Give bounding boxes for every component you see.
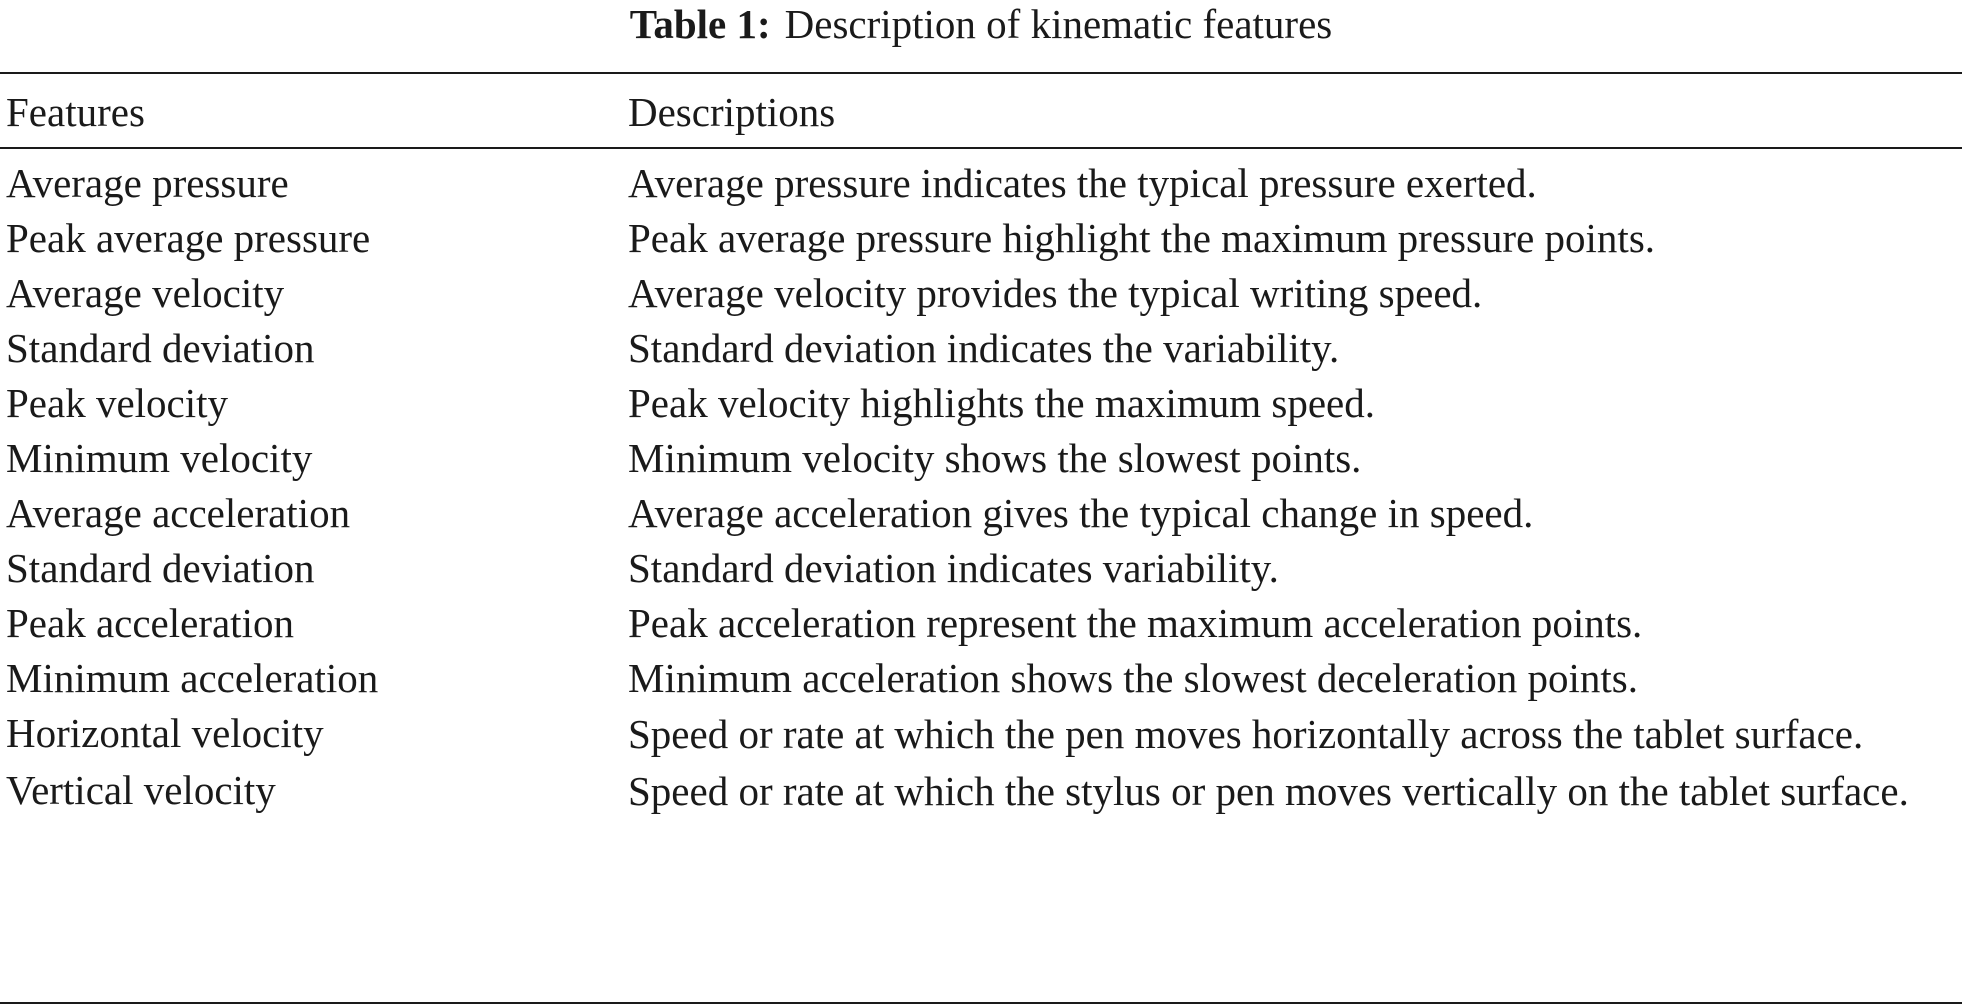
bottom-rule [0, 1002, 1962, 1004]
header-descriptions: Descriptions [628, 89, 836, 135]
description-text: Speed or rate at which the stylus or pen moves vertically on the tablet surface. [628, 768, 1909, 814]
description-cell [622, 706, 1962, 763]
caption-text: Description of kinematic features [784, 1, 1333, 47]
description-cell: Minimum acceleration shows the slowest deceleration points. [628, 655, 1638, 701]
caption-label: Table 1: [629, 1, 771, 47]
table-row [0, 321, 1962, 376]
table-row [0, 596, 1962, 651]
table-row [0, 651, 1962, 706]
feature-cell: Peak velocity [6, 380, 229, 426]
description-cell: Average pressure indicates the typical pressure exerted. [628, 160, 1537, 206]
description-cell: Average velocity provides the typical writing speed. [628, 270, 1483, 316]
table-row [0, 486, 1962, 541]
header-features: Features [6, 89, 145, 135]
table-row [0, 266, 1962, 321]
description-text: Speed or rate at which the pen moves horizontally across the tablet surface. [628, 711, 1864, 757]
feature-cell: Standard deviation [6, 325, 315, 371]
description-cell: Standard deviation indicates variability. [628, 545, 1279, 591]
table-row [0, 431, 1962, 486]
feature-cell: Standard deviation [6, 545, 315, 591]
table-row [0, 376, 1962, 431]
description-cell: Peak velocity highlights the maximum speed. [628, 380, 1375, 426]
table-caption [0, 0, 1962, 48]
table-row [0, 146, 1962, 211]
table-row [0, 541, 1962, 596]
feature-cell: Peak average pressure [6, 215, 371, 261]
feature-cell: Peak acceleration [6, 600, 294, 646]
feature-cell: Horizontal velocity [6, 710, 324, 756]
description-cell: Peak average pressure highlight the maximum pressure points. [628, 215, 1656, 261]
table-header-row [0, 84, 1962, 146]
description-cell: Minimum velocity shows the slowest points. [628, 435, 1362, 481]
feature-cell: Minimum velocity [6, 435, 313, 481]
table-row [0, 706, 1962, 763]
description-cell [622, 763, 1962, 820]
feature-cell: Vertical velocity [6, 767, 276, 813]
feature-cell: Average pressure [6, 160, 289, 206]
feature-cell: Average acceleration [6, 490, 351, 536]
kinematic-features-table [0, 84, 1962, 820]
description-cell: Average acceleration gives the typical change in speed. [628, 490, 1534, 536]
top-rule [0, 72, 1962, 74]
feature-cell: Minimum acceleration [6, 655, 379, 701]
table-row [0, 211, 1962, 266]
description-cell: Standard deviation indicates the variability. [628, 325, 1340, 371]
table-row [0, 763, 1962, 820]
feature-cell: Average velocity [6, 270, 285, 316]
description-cell: Peak acceleration represent the maximum acceleration points. [628, 600, 1643, 646]
